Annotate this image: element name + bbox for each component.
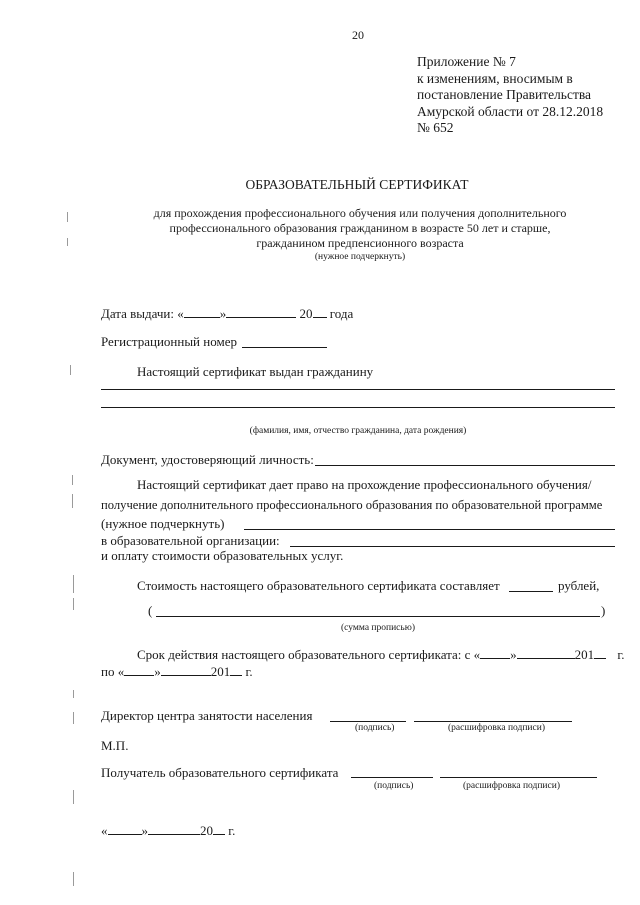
footer-year-field[interactable] [213, 822, 225, 835]
document-title: ОБРАЗОВАТЕЛЬНЫЙ СЕРТИФИКАТ [245, 177, 469, 192]
rights-line-4: в образовательной организации: [101, 533, 280, 548]
director-decode-caption: (расшифровка подписи) [448, 723, 545, 733]
recipient-decode-caption: (расшифровка подписи) [463, 781, 560, 791]
footer-month-field[interactable] [148, 822, 200, 835]
scan-margin-mark [73, 872, 74, 886]
program-field[interactable] [244, 529, 615, 530]
validity-to-g: г. [245, 664, 253, 679]
footer-g: г. [228, 823, 236, 838]
stamp-placeholder: М.П. [101, 738, 129, 753]
issue-year-suffix: года [329, 306, 354, 321]
issue-date-quote: » [219, 306, 227, 321]
cost-paren-close: ) [601, 603, 606, 618]
validity-from-month-field[interactable] [517, 646, 575, 659]
validity-to-month-field[interactable] [161, 663, 211, 676]
appendix-line-5: № 652 [417, 120, 454, 135]
validity-to-day-field[interactable] [124, 663, 154, 676]
rights-line-2: получение дополнительного профессионального образования по образовательной программе [101, 498, 603, 512]
registration-label: Регистрационный номер [101, 334, 237, 349]
issued-to-text: Настоящий сертификат выдан гражданину [137, 364, 374, 379]
footer-date-row [101, 822, 235, 839]
rights-line-5: и оплату стоимости образовательных услуг. [101, 548, 344, 563]
issue-date-label: Дата выдачи: « [101, 306, 184, 321]
recipient-label: Получатель образовательного сертификата [101, 765, 339, 780]
issue-date-row [101, 305, 353, 322]
recipient-decode-field[interactable] [440, 777, 597, 778]
appendix-line-4: Амурской области от 28.12.2018 [417, 103, 604, 119]
rights-line-1: Настоящий сертификат дает право на прохождение профессионального обучения/ [137, 477, 592, 492]
page-number: 20 [352, 28, 364, 42]
recipient-sign-caption: (подпись) [374, 781, 414, 791]
cost-amount-field[interactable] [509, 591, 553, 592]
footer-year: 20 [200, 823, 213, 838]
validity-to-label: по « [101, 664, 125, 679]
appendix-line-3: постановление Правительства [417, 87, 592, 102]
subtitle-note: (нужное подчеркнуть) [314, 252, 406, 262]
validity-to-quote: » [154, 664, 161, 679]
validity-from-year: 201 [574, 647, 595, 662]
appendix-block [417, 54, 603, 137]
scan-margin-mark [73, 575, 74, 593]
subtitle-line-3: гражданином предпенсионного возраста [256, 236, 464, 250]
appendix-line-1: Приложение № 7 [417, 54, 516, 69]
subtitle-line-1: для прохождения профессионального обучения или получения дополнительного [153, 206, 567, 220]
validity-to-year-field[interactable] [230, 663, 242, 676]
citizen-name-line-2[interactable] [101, 407, 615, 408]
cost-caption: (сумма прописью) [341, 623, 415, 633]
footer-date-close: » [141, 823, 148, 838]
director-label: Директор центра занятости населения [101, 708, 313, 723]
scan-margin-mark [70, 365, 71, 375]
subtitle-line-2: профессионального образования гражданином в возрасте 50 лет и старше, [169, 221, 551, 235]
citizen-name-line-1[interactable] [101, 389, 615, 390]
appendix-line-2: к изменениям, вносимым в [417, 70, 573, 86]
recipient-signature-field[interactable] [351, 777, 433, 778]
scan-margin-mark [73, 690, 74, 698]
footer-day-field[interactable] [108, 822, 142, 835]
cost-in-words-field[interactable] [156, 616, 600, 617]
cost-paren-open: ( [148, 603, 153, 618]
identity-doc-field[interactable] [315, 465, 615, 466]
issue-day-field[interactable] [184, 305, 220, 318]
issue-year-prefix: 20 [299, 306, 313, 321]
citizen-name-caption: (фамилия, имя, отчество гражданина, дата рождения) [249, 426, 467, 436]
validity-to-row [101, 663, 253, 680]
scan-margin-mark [72, 475, 73, 485]
identity-doc-label: Документ, удостоверяющий личность: [101, 452, 314, 467]
cost-currency: рублей, [558, 578, 600, 593]
footer-date-open: « [101, 823, 108, 838]
validity-text: Срок действия настоящего образовательного сертификата: с « [137, 647, 481, 662]
validity-from-day-field[interactable] [480, 646, 510, 659]
scan-margin-mark [73, 712, 74, 724]
validity-to-year: 201 [210, 664, 231, 679]
scan-margin-mark [67, 212, 68, 222]
cost-text: Стоимость настоящего образовательного сертификата составляет [137, 578, 500, 593]
scan-margin-mark [73, 598, 74, 610]
issue-month-field[interactable] [226, 305, 296, 318]
scan-margin-mark [73, 790, 74, 804]
validity-from-g: г. [617, 647, 625, 662]
director-sign-caption: (подпись) [355, 723, 395, 733]
validity-row [137, 646, 625, 663]
validity-from-quote: » [510, 647, 517, 662]
rights-line-3: (нужное подчеркнуть) [101, 516, 225, 531]
scan-margin-mark [72, 494, 73, 508]
scan-margin-mark [67, 238, 68, 246]
issue-year-field[interactable] [313, 305, 327, 318]
organization-field[interactable] [290, 546, 615, 547]
registration-number-field[interactable] [242, 347, 327, 348]
validity-from-year-field[interactable] [594, 646, 606, 659]
